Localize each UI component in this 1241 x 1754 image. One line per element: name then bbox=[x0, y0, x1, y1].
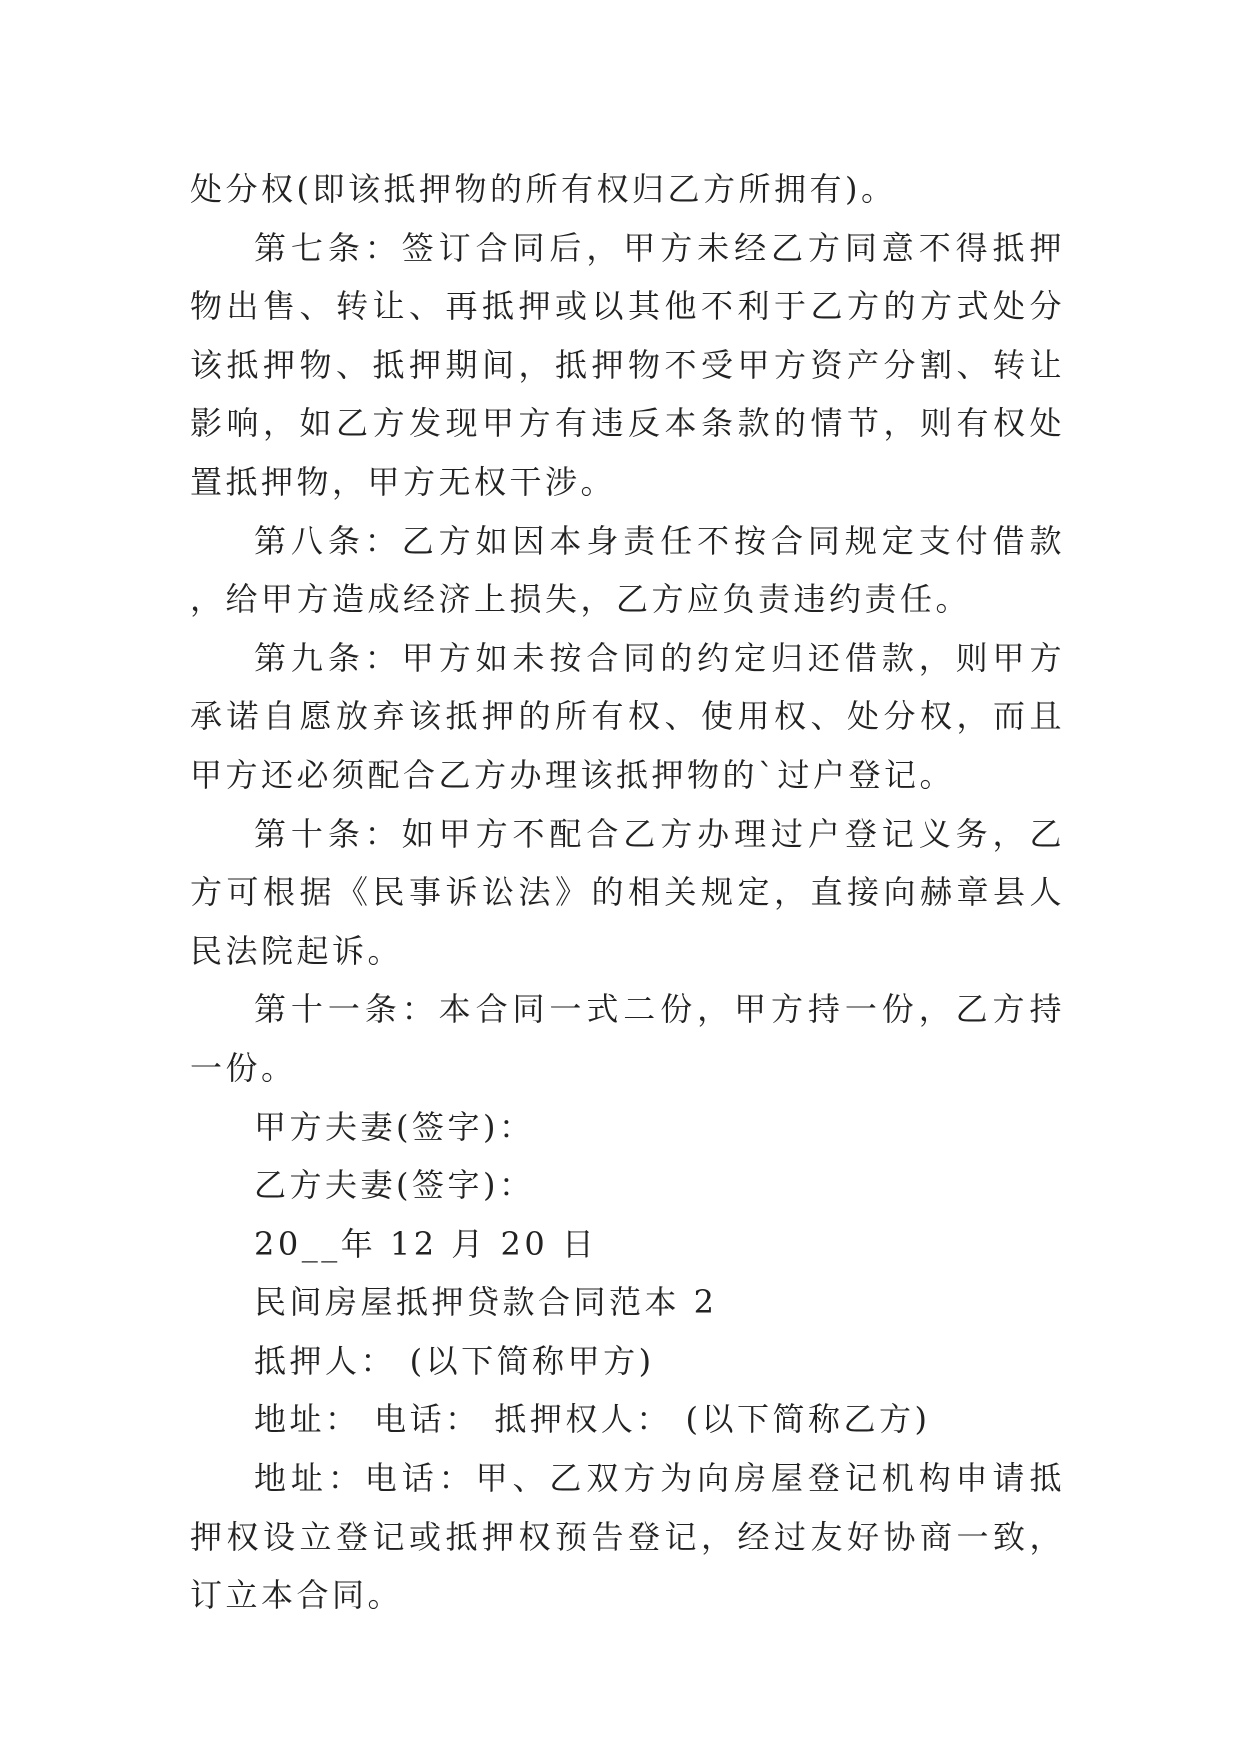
signature-party-a: 甲方夫妻(签字)： bbox=[254, 1107, 535, 1146]
document-body bbox=[190, 160, 1065, 1625]
paragraph-disposal-right: 处分权(即该抵押物的所有权归乙方所拥有)。 bbox=[190, 170, 897, 208]
signature-party-b: 乙方夫妻(签字)： bbox=[254, 1166, 535, 1205]
section-title-template-2: 民间房屋抵押贷款合同范本 2 bbox=[254, 1283, 718, 1322]
paragraph-article-10: 第十条：如甲方不配合乙方办理过户登记义务，乙方可根据《民事诉讼法》的相关规定，直接向赫章县人民法院起诉。 bbox=[190, 814, 1065, 970]
signing-date: 20__年 12 月 20 日 bbox=[254, 1224, 598, 1263]
mortgagor-line: 抵押人： (以下简称甲方) bbox=[254, 1341, 655, 1380]
paragraph-article-8: 第八条：乙方如因本身责任不按合同规定支付借款，给甲方造成经济上损失，乙方应负责违约责任。 bbox=[190, 521, 1065, 619]
paragraph-article-9: 第九条：甲方如未按合同的约定归还借款，则甲方承诺自愿放弃该抵押的所有权、使用权、处分权，而且甲方还必须配合乙方办理该抵押物的`过户登记。 bbox=[190, 638, 1065, 794]
paragraph-intro-agreement: 地址：电话：甲、乙双方为向房屋登记机构申请抵押权设立登记或抵押权预告登记，经过友好协商一致，订立本合同。 bbox=[190, 1459, 1065, 1615]
address-phone-mortgagee-line: 地址： 电话： 抵押权人： (以下简称乙方) bbox=[254, 1400, 931, 1439]
paragraph-article-11: 第十一条：本合同一式二份，甲方持一份，乙方持一份。 bbox=[190, 990, 1065, 1087]
paragraph-article-7: 第七条：签订合同后，甲方未经乙方同意不得抵押物出售、转让、再抵押或以其他不利于乙方的方式处分该抵押物、抵押期间，抵押物不受甲方资产分割、转让影响，如乙方发现甲方有违反本条款的情节，则有权处置抵押物，甲方无权干涉。 bbox=[190, 228, 1065, 501]
